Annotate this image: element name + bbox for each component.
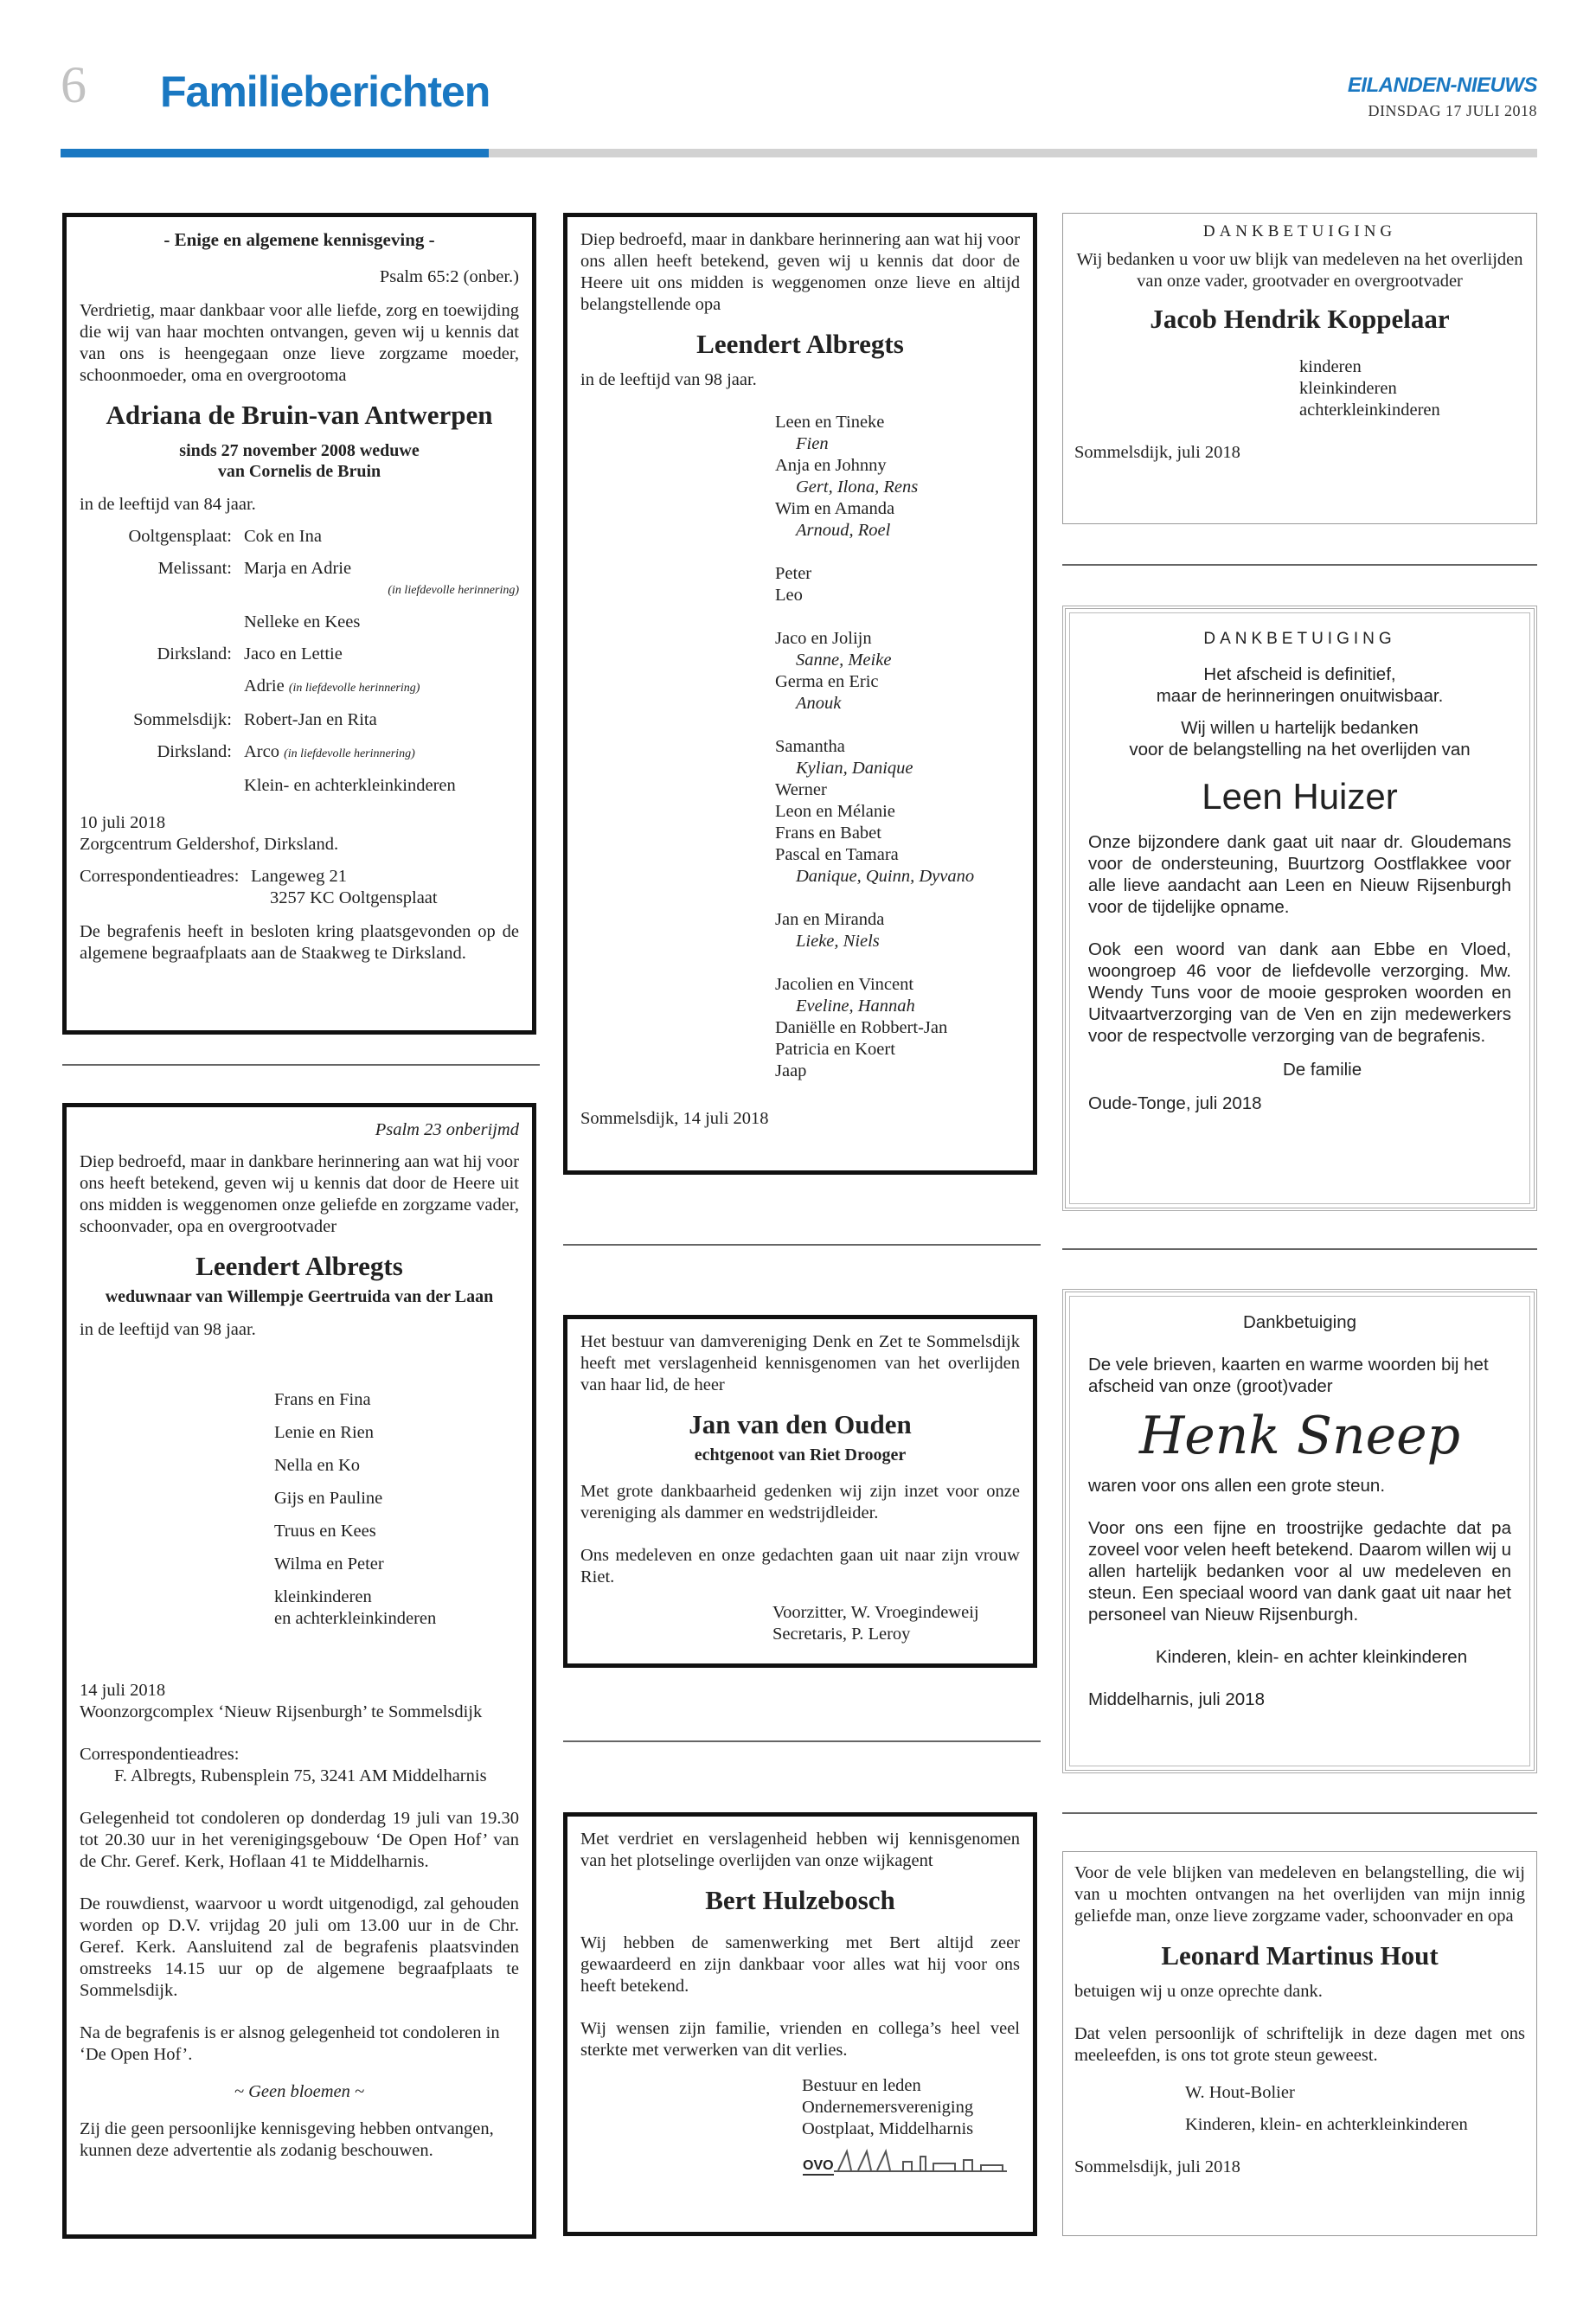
notice-place: Woonzorgcomplex ‘Nieuw Rijsenburgh’ te Sommelsdijk bbox=[80, 1702, 483, 1721]
notice-place: Sommelsdijk, 14 juli 2018 bbox=[580, 1109, 769, 1128]
deceased-name: Bert Hulzebosch bbox=[705, 1885, 895, 1915]
notice-intro: Diep bedroefd, maar in dankbare herinnering aan wat hij voor ons heeft betekend, geven wij u kennis dat door de Heere uit ons midden is weggenomen onze geliefde en zorgzame vader, schoonvader, opa en overgrootvader bbox=[80, 1152, 519, 1236]
signature-block bbox=[1074, 356, 1525, 421]
family-names: Leen en Tineke bbox=[775, 413, 885, 432]
grandchildren-names: Lieke, Niels bbox=[796, 932, 880, 951]
correspondence-label: Correspondentieadres: bbox=[80, 1745, 240, 1764]
correspondence-address bbox=[80, 866, 519, 909]
column-separator bbox=[1062, 564, 1537, 566]
memory-note: (in liefdevolle herinnering) bbox=[288, 682, 420, 695]
notice-paragraph: waren voor ons allen een grote steun. bbox=[1088, 1476, 1386, 1496]
family-place: Dirksland: bbox=[157, 644, 232, 663]
deceased-age: in de leeftijd van 98 jaar. bbox=[580, 370, 757, 389]
psalm-reference: Psalm 65:2 (onber.) bbox=[379, 267, 519, 286]
notice-intro: Diep bedroefd, maar in dankbare herinnering aan wat hij voor ons allen heeft betekend, geven wij u kennis dat door de Heere uit ons midden is weggenomen onze lieve en altijd belangstellende opa bbox=[580, 230, 1020, 314]
notice-intro: Wij bedanken u voor uw blijk van medeleven na het overlijden van onze vader, grootvader en overgrootvader bbox=[1076, 250, 1523, 291]
deceased-name: Leendert Albregts bbox=[195, 1251, 403, 1281]
family-names: Jaap bbox=[775, 1061, 807, 1080]
family-names: Jaco en Jolijn bbox=[775, 629, 872, 648]
family-names: Pascal en Tamara bbox=[775, 845, 899, 864]
family-names: Patricia en Koert bbox=[775, 1040, 895, 1059]
family-list-end bbox=[80, 1586, 519, 1630]
condolence-info: Gelegenheid tot condoleren op donderdag 19 juli van 19.30 tot 20.30 uur in het verenigingsgebouw ‘De Open Hof’ van de Chr. Geref. Kerk, Hoflaan 41 te Middelharnis. bbox=[80, 1809, 519, 1871]
correspondence-address: F. Albregts, Rubensplein 75, 3241 AM Middelharnis bbox=[114, 1766, 487, 1785]
notice-intro: Het bestuur van damvereniging Denk en Zet te Sommelsdijk heeft met verslagenheid kennisgenomen van het overlijden van haar lid, de heer bbox=[580, 1332, 1020, 1394]
notice-heading: Dankbetuiging bbox=[1242, 1312, 1357, 1332]
family-names: Peter bbox=[775, 564, 812, 583]
family-names: Truus en Kees bbox=[274, 1522, 376, 1541]
notice-signature: De familie bbox=[1283, 1060, 1362, 1080]
family-row bbox=[80, 676, 519, 699]
notice-place: Middelharnis, juli 2018 bbox=[1088, 1689, 1265, 1709]
family-names: Robert-Jan en Rita bbox=[244, 710, 377, 729]
notice-line: maar de herinneringen onuitwisbaar. bbox=[1156, 686, 1444, 706]
family-names: Gijs en Pauline bbox=[274, 1489, 383, 1508]
page-number: 6 bbox=[61, 56, 87, 113]
death-notice-de-bruin bbox=[62, 213, 536, 1035]
signature-line: Bestuur en leden bbox=[802, 2076, 921, 2095]
grandchildren-names: Gert, Ilona, Rens bbox=[796, 478, 919, 497]
family-names: Nella en Ko bbox=[274, 1456, 361, 1475]
notice-place: Oude-Tonge, juli 2018 bbox=[1088, 1093, 1262, 1113]
deceased-subtitle-2: van Cornelis de Bruin bbox=[217, 462, 381, 481]
family-list bbox=[580, 412, 1020, 1082]
deceased-name: Leonard Martinus Hout bbox=[1161, 1940, 1439, 1971]
notice-place: Sommelsdijk, juli 2018 bbox=[1074, 2157, 1240, 2176]
psalm-reference: Psalm 23 onberijmd bbox=[375, 1120, 519, 1139]
notice-paragraph: Met grote dankbaarheid gedenken wij zijn inzet voor onze vereniging als dammer en wedstrijdleider. bbox=[580, 1482, 1020, 1522]
memory-note: (in liefdevolle herinnering) bbox=[284, 747, 415, 760]
notice-damvereniging bbox=[563, 1315, 1037, 1668]
notice-heading: - Enige en algemene kennisgeving - bbox=[163, 229, 435, 250]
grandchildren-names: Sanne, Meike bbox=[796, 651, 892, 670]
family-names: Daniëlle en Robbert-Jan bbox=[775, 1018, 948, 1037]
family-list bbox=[80, 1389, 519, 1575]
notice-ondernemersvereniging bbox=[563, 1812, 1037, 2236]
signature-line: Ondernemersvereniging bbox=[802, 2098, 974, 2117]
column-separator bbox=[62, 1064, 540, 1066]
family-place: Dirksland: bbox=[157, 742, 232, 761]
signature-line: Secretaris, P. Leroy bbox=[772, 1625, 911, 1644]
family-names: Marja en Adrie bbox=[244, 559, 352, 578]
notice-intro: Voor de vele blijken van medeleven en belangstelling, die wij van u mochten ontvangen na het overlijden van mijn innig geliefde man, onze lieve zorgzame vader, schoonvader en opa bbox=[1074, 1863, 1525, 1926]
deceased-subtitle: weduwnaar van Willempje Geertruida van der Laan bbox=[105, 1287, 494, 1306]
family-names: Arco bbox=[244, 742, 279, 761]
family-names: Adrie bbox=[244, 676, 285, 695]
signature-line: Oostplaat, Middelharnis bbox=[802, 2119, 974, 2138]
grandchildren-names: Eveline, Hannah bbox=[796, 997, 915, 1016]
notice-heading: DANKBETUIGING bbox=[1203, 630, 1396, 648]
family-row bbox=[80, 644, 519, 665]
family-names: Wilma en Peter bbox=[274, 1554, 384, 1574]
flowers-note: ~ Geen bloemen ~ bbox=[234, 2082, 365, 2101]
notice-line: Wij willen u hartelijk bedanken bbox=[1181, 718, 1419, 738]
family-names: Frans en Babet bbox=[775, 824, 881, 843]
deceased-age: in de leeftijd van 84 jaar. bbox=[80, 495, 256, 514]
thanks-huizer bbox=[1062, 606, 1537, 1211]
deceased-age: in de leeftijd van 98 jaar. bbox=[80, 1320, 256, 1339]
family-row bbox=[80, 741, 519, 765]
memory-note: (in liefdevolle herinnering) bbox=[388, 584, 519, 597]
notice-footnote: Zij die geen persoonlijke kennisgeving hebben ontvangen, kunnen deze advertentie als zodanig beschouwen. bbox=[80, 2119, 494, 2160]
family-names: Samantha bbox=[775, 737, 845, 756]
grandchildren-names: Danique, Quinn, Dyvano bbox=[796, 867, 975, 886]
column-separator bbox=[563, 1740, 1041, 1742]
family-names: Werner bbox=[775, 780, 827, 799]
notice-paragraph: Wij wensen zijn familie, vrienden en collega’s heel veel sterkte met verwerken van dit verlies. bbox=[580, 2019, 1020, 2060]
column-separator bbox=[563, 1244, 1041, 1246]
ovo-logo bbox=[803, 2141, 1015, 2176]
family-names: Germa en Eric bbox=[775, 672, 879, 691]
deceased-subtitle: echtgenoot van Riet Drooger bbox=[694, 1445, 907, 1465]
family-row bbox=[80, 775, 519, 797]
notice-heading: DANKBETUIGING bbox=[1202, 222, 1397, 240]
family-row bbox=[80, 558, 519, 580]
family-names: kleinkinderen bbox=[274, 1587, 372, 1606]
column-separator bbox=[1062, 1812, 1537, 1814]
after-funeral-info: Na de begrafenis is er alsnog gelegenheid tot condoleren in ‘De Open Hof’. bbox=[80, 2023, 500, 2064]
family-names: Nelleke en Kees bbox=[244, 612, 361, 631]
notice-paragraph: Ons medeleven en onze gedachten gaan uit naar zijn vrouw Riet. bbox=[580, 1546, 1020, 1586]
notice-signature bbox=[580, 2075, 1020, 2140]
notice-intro: Verdrietig, maar dankbaar voor alle liefde, zorg en toewijding die wij van haar mochten ontvangen, geven wij u kennis dat van ons is heengegaan onze lieve zorgzame moeder, schoonmoeder, oma en overgrootoma bbox=[80, 301, 519, 385]
deceased-name: Jacob Hendrik Koppelaar bbox=[1150, 304, 1450, 334]
family-names: Jaco en Lettie bbox=[244, 644, 343, 663]
ovo-logo-text: OVO bbox=[803, 2158, 834, 2176]
family-names: Lenie en Rien bbox=[274, 1423, 374, 1442]
newspaper-logo: EILANDEN-NIEUWS bbox=[1347, 74, 1537, 97]
grandchildren-names: Kylian, Danique bbox=[796, 759, 913, 778]
notice-line: Het afscheid is definitief, bbox=[1203, 664, 1396, 684]
family-names: Cok en Ina bbox=[244, 527, 322, 546]
family-names: Jan en Miranda bbox=[775, 910, 885, 929]
service-info: De rouwdienst, waarvoor u wordt uitgenodigd, zal gehouden worden op D.V. vrijdag 20 juli om 13.00 uur in de Chr. Geref. Kerk. Aansluitend zal de begrafenis plaatsvinden omstreeks 14.15 uur op de algemene begraafplaats te Sommelsdijk. bbox=[80, 1894, 519, 2000]
grandchildren-names: Arnoud, Roel bbox=[796, 521, 891, 540]
column-separator bbox=[1062, 1248, 1537, 1250]
address-line: Langeweg 21 bbox=[251, 867, 347, 886]
family-names: Jacolien en Vincent bbox=[775, 975, 914, 994]
deceased-subtitle-1: sinds 27 november 2008 weduwe bbox=[179, 441, 420, 460]
notice-paragraph: Onze bijzondere dank gaat uit naar dr. Gloudemans voor de ondersteuning, Buurtzorg Oostflakkee voor alle lieve aandacht aan Leen en Nieuw Rijsenburgh voor de tijdelijke opname. bbox=[1088, 832, 1511, 917]
notice-line: voor de belangstelling na het overlijden van bbox=[1129, 740, 1471, 760]
notice-paragraph: Wij hebben de samenwerking met Bert altijd zeer gewaardeerd en zijn dankbaar voor alles wat hij voor ons heeft betekend. bbox=[580, 1933, 1020, 1996]
notice-intro: De vele brieven, kaarten en warme woorden bij het afscheid van onze (groot)vader bbox=[1088, 1355, 1489, 1396]
signature-line: achterkleinkinderen bbox=[1299, 401, 1440, 420]
death-notice-albregts-family bbox=[62, 1103, 536, 2239]
header-rule-accent bbox=[61, 149, 489, 157]
notice-signature bbox=[580, 1602, 1020, 1645]
death-notice-albregts-grandchildren bbox=[563, 213, 1037, 1175]
signature-line: W. Hout-Bolier bbox=[1185, 2083, 1295, 2102]
family-names: Frans en Fina bbox=[274, 1390, 371, 1409]
notice-intro: Met verdriet en verslagenheid hebben wij kennisgenomen van het plotselinge overlijden van onze wijkagent bbox=[580, 1830, 1020, 1870]
deceased-name: Henk Sneep bbox=[1138, 1406, 1461, 1466]
deceased-name: Leen Huizer bbox=[1202, 776, 1398, 817]
notice-signature: Kinderen, klein- en achter kleinkinderen bbox=[1156, 1647, 1468, 1667]
signature-line: kleinkinderen bbox=[1299, 379, 1397, 398]
notice-paragraph: Dat velen persoonlijk of schriftelijk in deze dagen met ons meeleefden, is ons tot grote steun geweest. bbox=[1074, 2024, 1525, 2065]
family-names: Wim en Amanda bbox=[775, 499, 895, 518]
thanks-hout bbox=[1062, 1851, 1537, 2236]
deceased-name: Adriana de Bruin-van Antwerpen bbox=[106, 400, 493, 430]
issue-date: DINSDAG 17 JULI 2018 bbox=[1368, 102, 1537, 119]
section-title: Familieberichten bbox=[160, 67, 490, 116]
notice-date: 10 juli 2018 bbox=[80, 813, 166, 832]
grandchildren-names: Fien bbox=[796, 434, 829, 453]
skyline-icon bbox=[834, 2144, 1007, 2176]
family-place: Melissant: bbox=[157, 559, 232, 578]
family-names: Leon en Mélanie bbox=[775, 802, 895, 821]
family-row bbox=[80, 612, 519, 633]
family-names: Anja en Johnny bbox=[775, 456, 887, 475]
signature-line: kinderen bbox=[1299, 357, 1362, 376]
notice-date: 14 juli 2018 bbox=[80, 1681, 166, 1700]
family-names: Klein- en achterkleinkinderen bbox=[244, 776, 456, 795]
deceased-name: Jan van den Ouden bbox=[689, 1409, 912, 1439]
family-row bbox=[80, 709, 519, 731]
address-line: 3257 KC Ooltgensplaat bbox=[270, 888, 438, 907]
thanks-sneep bbox=[1062, 1289, 1537, 1773]
correspondence-label: Correspondentieadres: bbox=[80, 867, 240, 886]
notice-paragraph: Voor ons een fijne en troostrijke gedachte dat pa zoveel voor velen heeft betekend. Daarom willen wij u allen hartelijk bedanken voor al uw medeleven en steun. Een speciaal woord van dank gaat uit naar het personeel van Nieuw Rijsenburgh. bbox=[1088, 1518, 1511, 1625]
thanks-koppelaar bbox=[1062, 213, 1537, 524]
funeral-info: De begrafenis heeft in besloten kring plaatsgevonden op de algemene begraafplaats aan de Staakweg te Dirksland. bbox=[80, 922, 519, 963]
family-row bbox=[80, 526, 519, 548]
notice-paragraph: betuigen wij u onze oprechte dank. bbox=[1074, 1982, 1323, 2001]
signature-line: Kinderen, klein- en achterkleinkinderen bbox=[1185, 2115, 1468, 2134]
family-names: en achterkleinkinderen bbox=[274, 1609, 437, 1628]
family-place: Sommelsdijk: bbox=[133, 710, 232, 729]
signature-line: Voorzitter, W. Vroegindeweij bbox=[772, 1603, 979, 1622]
family-names: Leo bbox=[775, 586, 803, 605]
family-place: Ooltgensplaat: bbox=[128, 527, 232, 546]
notice-paragraph: Ook een woord van dank aan Ebbe en Vloed, woongroep 46 voor de liefdevolle verzorging. Mw. Wendy Tuns voor de mooie gesproken woorden en Uitvaartverzorging van de Ven en zijn medewerkers voor de respectvolle verzorging van de begrafenis. bbox=[1088, 939, 1511, 1046]
deceased-name: Leendert Albregts bbox=[696, 329, 904, 359]
grandchildren-names: Anouk bbox=[796, 694, 842, 713]
notice-place: Sommelsdijk, juli 2018 bbox=[1074, 443, 1240, 462]
notice-place: Zorgcentrum Geldershof, Dirksland. bbox=[80, 835, 339, 854]
